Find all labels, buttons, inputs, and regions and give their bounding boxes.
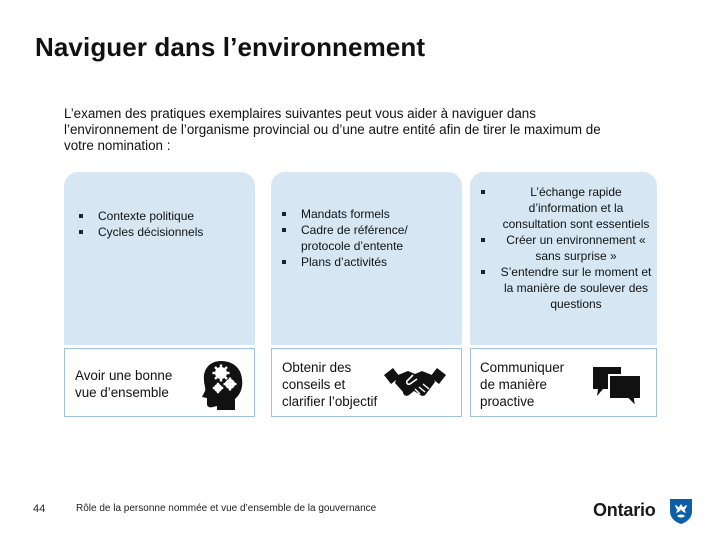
ontario-logo [593,497,697,527]
bullet-list [480,184,652,312]
list-item: S’entendre sur le moment et la manière de soulever des questions [480,264,652,312]
bullet-list [281,206,457,270]
list-item: Cycles décisionnels [78,224,248,240]
card-label: Obtenir des conseils et clarifier l’objectif [282,360,378,409]
trillium-icon [669,497,693,525]
list-item: Cadre de référence/ protocole d’entente [281,222,457,254]
panel-context [64,172,255,345]
handshake-icon [384,365,446,401]
page-number: 44 [33,503,46,515]
list-item: Mandats formels [281,206,457,222]
card-communicate [470,348,657,417]
footer-text: Rôle de la personne nommée et vue d’ensemble de la gouvernance [76,503,377,514]
logo-text: Ontario [593,500,656,520]
card-label: Avoir une bonne vue d’ensemble [75,368,173,400]
panel-mandates [271,172,462,345]
card-advice [271,348,462,417]
panel-communication [470,172,657,345]
card-label: Communiquer de manière proactive [480,360,565,409]
bullet-list [78,208,248,240]
list-item: Contexte politique [78,208,248,224]
list-item: Plans d’activités [281,254,457,270]
page-title: Naviguer dans l’environnement [35,32,426,62]
speech-bubbles-icon [591,365,643,409]
card-overview [64,348,255,417]
list-item: Créer un environnement « sans surprise » [480,232,652,264]
head-gears-icon [201,359,243,411]
intro-text: L’examen des pratiques exemplaires suivantes peut vous aider à naviguer dans l’environnement de l’organisme provincial ou d’une autre entité afin de tirer le maximum de votre nomination : [64,106,601,153]
list-item: L’échange rapide d’information et la consultation sont essentiels [480,184,652,232]
